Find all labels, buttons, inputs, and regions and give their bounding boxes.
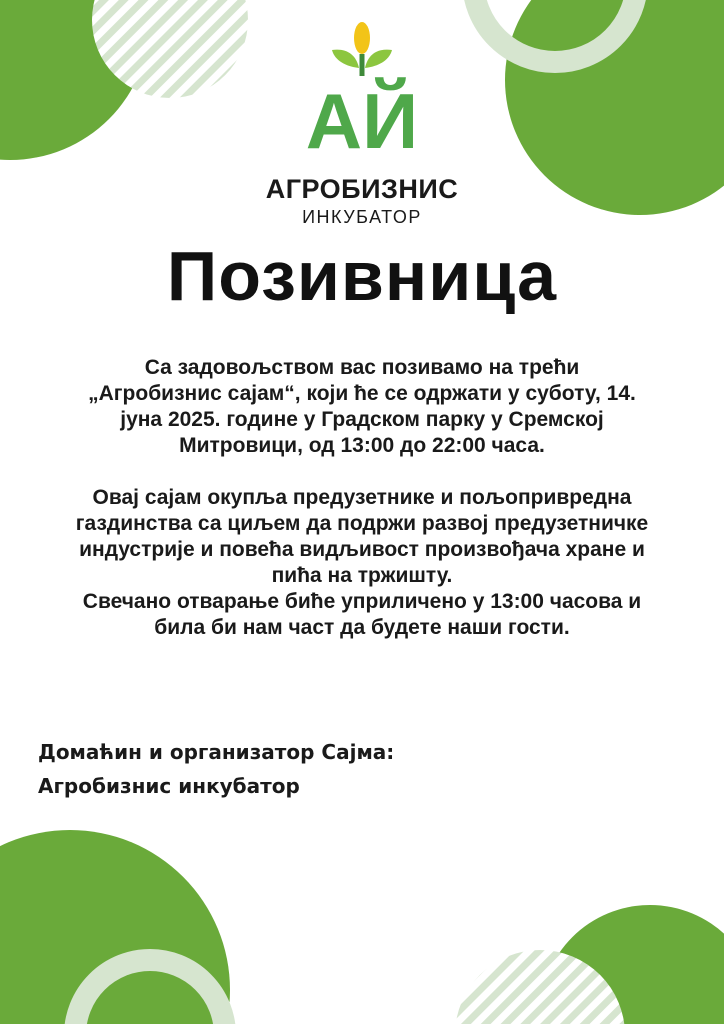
host-label: Домаћин и организатор Сајма: xyxy=(38,740,395,764)
body-line: индустрије и повећа видљивост произвођача хране и xyxy=(79,538,645,561)
invitation-body xyxy=(20,355,704,641)
top-left-decoration xyxy=(0,0,248,160)
logo-subtitle: ИНКУБАТОР xyxy=(302,207,422,227)
bottom-right-decoration xyxy=(455,905,724,1024)
body-line: била би нам част да будете наши гости. xyxy=(154,616,570,639)
bottom-left-decoration xyxy=(0,830,230,1024)
body-line: Овај сајам окупља предузетнике и пољопривредна xyxy=(92,486,632,509)
body-line: Свечано отварање биће уприличено у 13:00 часова и xyxy=(82,590,642,613)
logo-mark-icon xyxy=(305,20,419,170)
logo-title: АГРОБИЗНИС xyxy=(265,174,459,204)
host-block xyxy=(38,735,638,803)
top-right-decoration xyxy=(473,0,724,215)
body-line: газдинства са циљем да подржи развој предузетничке xyxy=(75,512,649,535)
host-name: Агробизнис инкубатор xyxy=(38,774,300,798)
body-line: Митровици, од 13:00 до 22:00 часа. xyxy=(179,434,545,457)
paragraph-gap xyxy=(20,459,704,485)
body-line: јуна 2025. године у Градском парку у Сремској xyxy=(120,408,604,431)
agrobiznis-logo xyxy=(240,20,484,227)
page-title: Позивница xyxy=(166,237,558,315)
body-line: пића на тржишту. xyxy=(271,564,453,587)
logo-mark-text: АЙ xyxy=(305,77,419,165)
body-line: „Агробизнис сајам“, који ће се одржати у суботу, 14. xyxy=(88,382,636,405)
body-line: Са задовољством вас позивамо на трећи xyxy=(144,356,580,379)
